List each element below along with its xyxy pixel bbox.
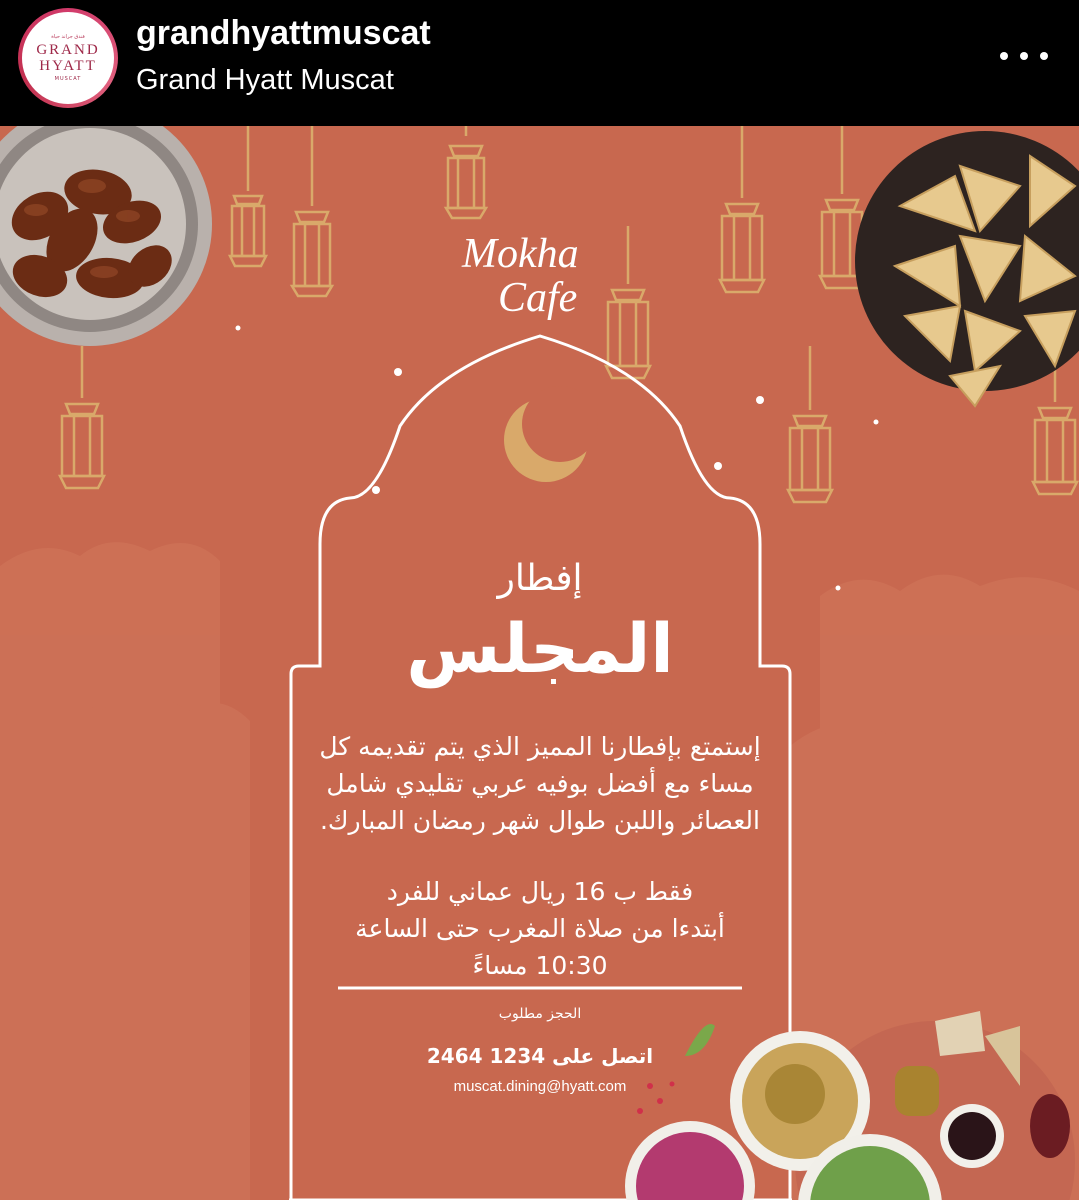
call-label: اتصل على [552, 1044, 654, 1068]
more-options-icon[interactable] [1000, 40, 1048, 72]
avatar-city-text: MUSCAT [54, 76, 82, 82]
lantern-icon [292, 126, 332, 296]
phone-number[interactable]: 2464 1234 [426, 1044, 546, 1068]
lantern-icon [1033, 366, 1077, 494]
title-majlis: المجلس [406, 610, 674, 689]
call-line [330, 1044, 750, 1068]
mokha-cafe-logo [440, 230, 640, 330]
lantern-icon [446, 126, 486, 218]
samosa-plate-image [855, 131, 1079, 406]
title-iftar: إفطار [497, 558, 583, 599]
offer-description: إستمتع بإفطارنا المميز الذي يتم تقديمه كل مساء مع أفضل بوفيه عربي تقليدي شامل العصائر واللبن طوال شهر رمضان المبارك. [319, 732, 761, 835]
avatar-arabic-text: فندق جراند حياة [51, 34, 85, 40]
post-header [0, 0, 1079, 126]
reservation-required: الحجز مطلوب [498, 1006, 582, 1022]
avatar-brand-text: GRAND HYATT [36, 42, 100, 74]
price-text: فقط ب 16 ريال عماني للفرد [386, 877, 694, 906]
avatar-logo [22, 12, 114, 104]
username[interactable]: grandhyattmuscat [136, 14, 431, 52]
dates-plate-image [0, 126, 212, 346]
post-image[interactable] [0, 126, 1079, 1200]
lantern-icon [720, 126, 764, 292]
lantern-icon [60, 346, 104, 488]
email-address[interactable]: muscat.dining@hyatt.com [453, 1078, 627, 1095]
crescent-moon-icon [504, 386, 598, 482]
display-name: Grand Hyatt Muscat [136, 64, 394, 96]
hours-text: أبتدءا من صلاة المغرب حتى الساعة 10:30 مساءً [355, 914, 725, 980]
profile-avatar[interactable] [18, 8, 118, 108]
lantern-icon [788, 346, 832, 502]
logo-text-line1: Mokha [462, 231, 579, 277]
logo-text-line2: Cafe [498, 275, 578, 321]
lantern-icon [230, 126, 266, 266]
